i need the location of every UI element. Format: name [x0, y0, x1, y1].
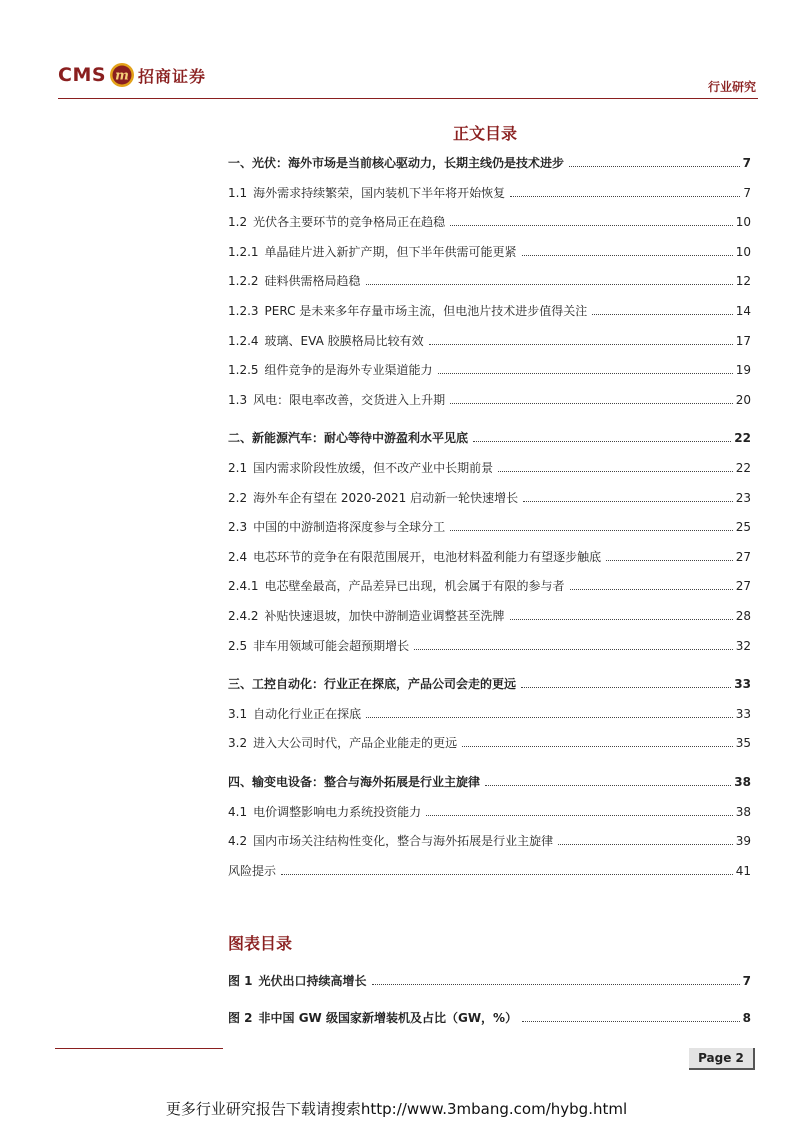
dot-leader: [450, 403, 733, 404]
dot-leader: [438, 373, 733, 374]
dot-leader: [558, 844, 733, 845]
toc-page-number: 10: [735, 215, 751, 230]
dot-leader: [366, 717, 733, 718]
toc-entry-label: [228, 803, 423, 821]
toc-entry-row[interactable]: [228, 328, 751, 350]
toc-entry-row[interactable]: [228, 544, 751, 566]
toc-page-number: 7: [742, 974, 751, 988]
toc-entry-row[interactable]: [228, 485, 751, 507]
toc-entry-text: 电价调整影响电力系统投资能力: [253, 804, 422, 819]
toc-page-number: 14: [735, 304, 751, 318]
toc-entry-row[interactable]: [228, 514, 751, 536]
toc-entry-text: 光伏各主要环节的竞争格局正在趋稳: [253, 215, 446, 230]
toc-entry-label: [228, 705, 363, 723]
toc-entry-label: [228, 184, 507, 202]
toc-entry-label: [228, 607, 507, 625]
toc-chapter-row[interactable]: [228, 769, 751, 791]
toc-page-number: 32: [735, 638, 751, 653]
toc-entry-number: 1.2.1: [228, 244, 259, 259]
toc-entry-text: 四、输变电设备：整合与海外拓展是行业主旋律: [228, 775, 481, 789]
logo-cn: 招商证券: [138, 66, 207, 86]
toc-page-number: 22: [734, 431, 751, 446]
dot-leader: [510, 196, 740, 197]
toc-entry-text: PERC 是未来多年存量市场主流，但电池片技术进步值得关注: [264, 304, 588, 318]
toc-page-number: 27: [735, 549, 751, 564]
toc-entry-row[interactable]: [228, 298, 751, 320]
toc-entry-label: [228, 972, 369, 990]
dot-leader: [510, 619, 733, 620]
toc-entry-text: 二、新能源汽车：耐心等待中游盈利水平见底: [228, 431, 469, 446]
toc-entry-label: [228, 637, 411, 655]
toc-entry-label: [228, 272, 363, 290]
dot-leader: [522, 1021, 740, 1022]
dot-leader: [523, 501, 733, 502]
toc-entry-row[interactable]: [228, 239, 751, 261]
page-number-badge: Page 2: [689, 1048, 755, 1070]
toc-entry-number: 1.2: [228, 215, 248, 230]
toc-page-number: 35: [735, 736, 751, 751]
toc-chapter-row[interactable]: [228, 150, 751, 172]
toc-entry-row[interactable]: [228, 828, 751, 850]
toc-entry-row[interactable]: [228, 268, 751, 290]
toc-entry-number: 1.2.2: [228, 274, 259, 289]
toc-entry-number: 2.4.2: [228, 609, 259, 623]
toc-entry-row[interactable]: [228, 799, 751, 821]
toc-entry-row[interactable]: [228, 858, 751, 880]
dot-leader: [570, 589, 733, 590]
toc-entry-text: 海外需求持续繁荣，国内装机下半年将开始恢复: [253, 185, 506, 200]
toc-entry-label: [228, 154, 566, 172]
toc-page-number: 7: [743, 185, 751, 200]
toc-entry-number: 1.1: [228, 185, 248, 200]
cms-logo: [58, 58, 206, 92]
toc-page-number: 12: [735, 274, 751, 289]
toc-entry-label: [228, 243, 519, 261]
toc-entry-text: 自动化行业正在探底: [253, 706, 362, 721]
toc-entry-label: [228, 459, 495, 477]
toc-entry-number: 2.4.1: [228, 579, 259, 594]
toc-entry-text: 单晶硅片进入新扩产期，但下半年供需可能更紧: [264, 244, 517, 259]
dot-leader: [281, 874, 733, 875]
dot-leader: [606, 560, 733, 561]
footnote-divider: [55, 1048, 223, 1049]
page-header: [58, 58, 758, 102]
toc-chapter-row[interactable]: [228, 1005, 751, 1027]
toc-entry-text: 光伏出口持续高增长: [258, 974, 367, 988]
toc-page-number: 19: [735, 363, 751, 378]
toc-entry-number: 3.2: [228, 736, 248, 751]
toc-entry-text: 组件竞争的是海外专业渠道能力: [264, 363, 433, 378]
toc-entry-row[interactable]: [228, 387, 751, 409]
toc-entry-text: 非中国 GW 级国家新增装机及占比（GW，%）: [258, 1011, 518, 1025]
report-type-label: 行业研究: [707, 80, 756, 94]
toc-page-number: 28: [735, 609, 751, 623]
toc-entry-row[interactable]: [228, 209, 751, 231]
toc-entry-label: [228, 332, 426, 350]
toc-entry-label: [228, 518, 447, 536]
toc-entry-text: 一、光伏：海外市场是当前核心驱动力，长期主线仍是技术进步: [228, 156, 565, 170]
toc-entry-text: 电芯壁垒最高，产品差异已出现，机会属于有限的参与者: [264, 579, 565, 594]
toc-page-number: 23: [735, 490, 751, 505]
dot-leader: [426, 815, 733, 816]
toc-entry-label: [228, 862, 278, 880]
toc-entry-number: 2.5: [228, 638, 248, 653]
toc-entry-number: 2.3: [228, 520, 248, 535]
toc-page-number: 8: [742, 1011, 751, 1025]
toc-entry-number: 图 1: [228, 974, 253, 988]
toc-title: 正文目录: [453, 124, 518, 143]
toc-entry-number: 1.2.4: [228, 333, 259, 348]
toc-entry-text: 海外车企有望在 2020-2021 启动新一轮快速增长: [253, 490, 519, 505]
toc-entry-label: [228, 675, 518, 693]
dot-leader: [498, 471, 733, 472]
dot-leader: [592, 314, 732, 315]
toc-page-number: 27: [735, 579, 751, 594]
toc-entry-row[interactable]: [228, 357, 751, 379]
toc-entry-row[interactable]: [228, 603, 751, 625]
toc-chapter-row[interactable]: [228, 968, 751, 990]
toc-page-number: 10: [735, 244, 751, 259]
dot-leader: [485, 785, 731, 786]
toc-chapter-row[interactable]: [228, 671, 751, 693]
toc-entry-row[interactable]: [228, 633, 751, 655]
toc-entry-label: [228, 391, 447, 409]
download-link-text[interactable]: 更多行业研究报告下载请搜索http://www.3mbang.com/hybg.html: [165, 1100, 628, 1118]
toc-entry-label: [228, 213, 447, 231]
toc-entry-text: 进入大公司时代，产品企业能走的更远: [253, 736, 458, 751]
logo-badge-icon: [109, 62, 135, 88]
dot-leader: [569, 166, 740, 167]
toc-entry-label: [228, 429, 470, 447]
toc-page-number: 33: [734, 677, 751, 692]
toc-entry-number: 2.2: [228, 490, 248, 505]
toc-page-number: 33: [735, 706, 751, 721]
toc-entry-label: [228, 832, 555, 850]
toc-page-number: 38: [734, 775, 751, 789]
toc-entry-text: 硅料供需格局趋稳: [264, 274, 361, 289]
dot-leader: [366, 284, 733, 285]
dot-leader: [522, 255, 733, 256]
toc-entry-text: 三、工控自动化：行业正在探底，产品公司会走的更远: [228, 677, 517, 692]
dot-leader: [450, 530, 733, 531]
toc-entry-row[interactable]: [228, 455, 751, 477]
toc-entry-number: 2.4: [228, 549, 248, 564]
dot-leader: [450, 225, 733, 226]
toc-page-number: 17: [735, 333, 751, 348]
toc-entry-row[interactable]: [228, 701, 751, 723]
toc-entry-text: 国内需求阶段性放缓，但不改产业中长期前景: [253, 461, 494, 475]
toc-entry-label: [228, 302, 589, 320]
toc-page-number: 38: [735, 804, 751, 819]
toc-entry-number: 4.1: [228, 804, 248, 819]
toc-entry-number: 1.2.5: [228, 363, 259, 378]
toc-entry-number: 1.3: [228, 392, 248, 407]
toc-page-number: 39: [735, 834, 751, 849]
toc-entry-text: 非车用领域可能会超预期增长: [253, 638, 410, 653]
dot-leader: [372, 984, 740, 985]
dot-leader: [462, 746, 733, 747]
toc-entry-number: 4.2: [228, 834, 248, 849]
header-divider: [58, 98, 758, 99]
toc-entry-text: 风险提示: [228, 863, 277, 878]
toc-page-number: 25: [735, 520, 751, 535]
toc-page-number: 41: [735, 863, 751, 878]
toc-page-number: 7: [742, 156, 751, 170]
dot-leader: [414, 649, 733, 650]
toc-entry-number: 图 2: [228, 1011, 253, 1025]
toc-entry-text: 中国的中游制造将深度参与全球分工: [253, 520, 446, 535]
toc-entry-number: 3.1: [228, 706, 248, 721]
toc-entry-number: 1.2.3: [228, 304, 259, 318]
toc-entry-label: [228, 577, 567, 595]
toc-entry-text: 电芯环节的竞争在有限范围展开，电池材料盈利能力有望逐步触底: [253, 549, 602, 564]
toc-entry-label: [228, 361, 435, 379]
toc-entry-label: [228, 489, 520, 507]
toc-chapter-row[interactable]: [228, 425, 751, 447]
toc-entry-text: 玻璃、EVA 胶膜格局比较有效: [264, 333, 424, 348]
toc-entry-label: [228, 548, 603, 566]
toc-entry-number: 2.1: [228, 461, 248, 475]
toc-entry-row[interactable]: [228, 573, 751, 595]
dot-leader: [473, 441, 731, 442]
toc-page-number: 22: [735, 461, 751, 475]
toc-entry-text: 风电：限电率改善，交货进入上升期: [253, 392, 446, 407]
logo-badge-letter: m: [115, 68, 129, 84]
toc-entry-text: 补贴快速退坡，加快中游制造业调整甚至洗牌: [264, 609, 505, 623]
dot-leader: [429, 344, 733, 345]
dot-leader: [521, 687, 731, 688]
toc-page-number: 20: [735, 392, 751, 407]
figures-title: 图表目录: [228, 934, 293, 953]
toc-entry-label: [228, 773, 482, 791]
toc-entry-row[interactable]: [228, 180, 751, 202]
toc-entry-label: [228, 734, 459, 752]
logo-text: CMS: [58, 64, 107, 86]
toc-entry-label: [228, 1009, 519, 1027]
toc-entry-row[interactable]: [228, 730, 751, 752]
toc-entry-text: 国内市场关注结构性变化，整合与海外拓展是行业主旋律: [253, 834, 554, 849]
